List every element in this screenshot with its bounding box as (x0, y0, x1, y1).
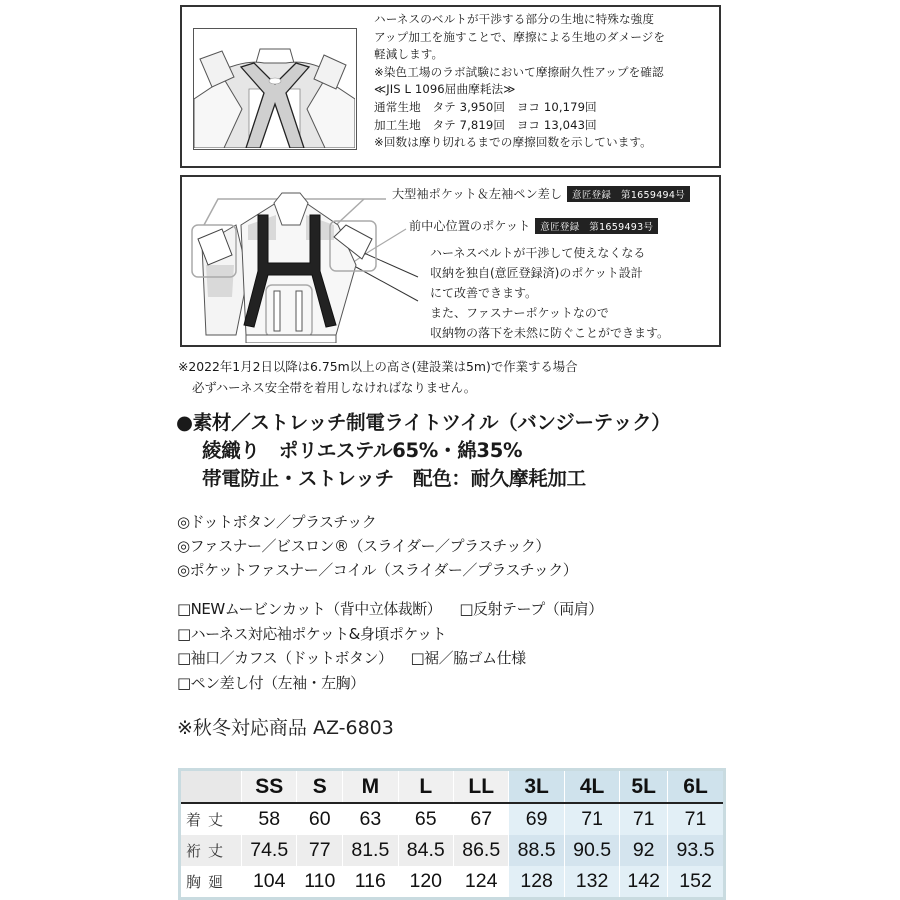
parts-item: ◎ファスナー／ビスロン®（スライダー／プラスチック） (177, 537, 550, 555)
table-cell: 81.5 (343, 835, 398, 866)
harness-front-view-illustration (186, 185, 406, 343)
table-cell: 88.5 (509, 835, 564, 866)
table-cell: 110 (297, 866, 343, 899)
size-header: SS (242, 770, 297, 804)
regulation-line-2: 必ずハーネス安全帯を着用しなければなりません。 (192, 380, 477, 395)
table-cell: 93.5 (668, 835, 725, 866)
table-cell: 86.5 (453, 835, 508, 866)
table-cell: 84.5 (398, 835, 453, 866)
table-cell: 90.5 (564, 835, 619, 866)
table-cell: 71 (668, 803, 725, 835)
material-title: ●素材／ストレッチ制電ライトツイル（バンジーテック） (176, 411, 671, 434)
table-cell: 124 (453, 866, 508, 899)
callout-label: 前中心位置のポケット (409, 219, 531, 233)
pocket-line: 収納を独自(意匠登録済)のポケット設計 (430, 266, 643, 280)
front-pocket-callout (409, 217, 658, 234)
features-row (177, 646, 603, 671)
features-row (177, 597, 603, 622)
size-header: S (297, 770, 343, 804)
row-label: 着丈 (180, 803, 242, 835)
feature-item: □NEWムービンカット（背中立体裁断） (177, 600, 442, 618)
table-cell: 65 (398, 803, 453, 835)
pocket-description (430, 243, 669, 343)
table-cell: 120 (398, 866, 453, 899)
regulation-line-1: ※2022年1月2日以降は6.75m以上の高さ(建設業は5m)で作業する場合 (178, 359, 578, 374)
design-registration-badge: 意匠登録 第1659494号 (567, 186, 690, 202)
size-header-corner (180, 770, 242, 804)
pocket-line: 収納物の落下を未然に防ぐことができます。 (430, 326, 670, 340)
size-header: M (343, 770, 398, 804)
callout-label: 大型袖ポケット＆左袖ペン差し (392, 187, 563, 201)
table-cell: 69 (509, 803, 564, 835)
abrasion-line: 軽減します。 (374, 47, 444, 62)
jacket-back-harness-icon (194, 29, 355, 148)
pocket-line: また、ファスナーポケットなので (430, 306, 609, 320)
abrasion-line: ※染色工場のラボ試験において摩擦耐久性アップを確認 (374, 64, 664, 79)
size-header: LL (453, 770, 508, 804)
size-header: 3L (509, 770, 564, 804)
harness-back-view-illustration (193, 28, 357, 150)
pocket-line: にて改善できます。 (430, 286, 538, 300)
table-cell: 92 (620, 835, 668, 866)
parts-item: ◎ポケットファスナー／コイル（スライダー／プラスチック） (177, 561, 578, 579)
table-cell: 60 (297, 803, 343, 835)
feature-item: □反射テープ（両肩） (459, 600, 603, 618)
features-row (177, 671, 603, 696)
row-label: 裄丈 (180, 835, 242, 866)
material-properties: 帯電防止・ストレッチ 配色：耐久摩耗加工 (202, 467, 586, 490)
table-cell: 142 (620, 866, 668, 899)
table-cell: 71 (620, 803, 668, 835)
material-spec (176, 409, 670, 493)
table-cell: 71 (564, 803, 619, 835)
table-row (180, 803, 725, 835)
size-header: 6L (668, 770, 725, 804)
pocket-info-panel (180, 175, 721, 347)
table-row (180, 866, 725, 899)
abrasion-line: アップ加工を施すことで、摩擦による生地のダメージを (374, 29, 666, 44)
abrasion-description (374, 11, 665, 152)
design-registration-badge: 意匠登録 第1659493号 (535, 218, 658, 234)
sleeve-pocket-callout (392, 185, 690, 202)
table-cell: 67 (453, 803, 508, 835)
row-label: 胸廻 (180, 866, 242, 899)
abrasion-info-panel (180, 5, 721, 168)
table-cell: 58 (242, 803, 297, 835)
feature-item: □裾／脇ゴム仕様 (410, 649, 526, 667)
winter-product-note: ※秋冬対応商品 AZ-6803 (177, 717, 394, 739)
size-header-row (180, 770, 725, 804)
table-cell: 132 (564, 866, 619, 899)
size-header: 4L (564, 770, 619, 804)
pocket-line: ハーネスベルトが干渉して使えなくなる (430, 246, 646, 260)
feature-item: □ペン差し付（左袖・左胸） (177, 673, 365, 692)
abrasion-line: ≪JIS L 1096屈曲摩耗法≫ (374, 82, 516, 97)
features-row (177, 622, 603, 647)
abrasion-line: 加工生地 タテ 7,819回 ヨコ 13,043回 (374, 117, 597, 132)
table-row (180, 835, 725, 866)
material-composition: 綾織り ポリエステル65%・綿35% (202, 439, 523, 462)
abrasion-line: ※回数は摩り切れるまでの摩擦回数を示しています。 (374, 135, 652, 150)
size-table (178, 768, 726, 900)
abrasion-line: ハーネスのベルトが干渉する部分の生地に特殊な強度 (374, 12, 655, 26)
table-cell: 104 (242, 866, 297, 899)
parts-item: ◎ドットボタン／プラスチック (177, 513, 377, 531)
table-cell: 152 (668, 866, 725, 899)
table-cell: 74.5 (242, 835, 297, 866)
abrasion-line: 通常生地 タテ 3,950回 ヨコ 10,179回 (374, 99, 597, 114)
table-cell: 128 (509, 866, 564, 899)
regulation-note (178, 356, 578, 398)
table-cell: 77 (297, 835, 343, 866)
parts-list (177, 510, 577, 582)
size-header: L (398, 770, 453, 804)
features-list (177, 597, 603, 695)
table-cell: 63 (343, 803, 398, 835)
size-header: 5L (620, 770, 668, 804)
feature-item: □袖口／カフス（ドットボタン） (177, 649, 393, 667)
feature-item: □ハーネス対応袖ポケット&身頃ポケット (177, 624, 447, 643)
table-cell: 116 (343, 866, 398, 899)
